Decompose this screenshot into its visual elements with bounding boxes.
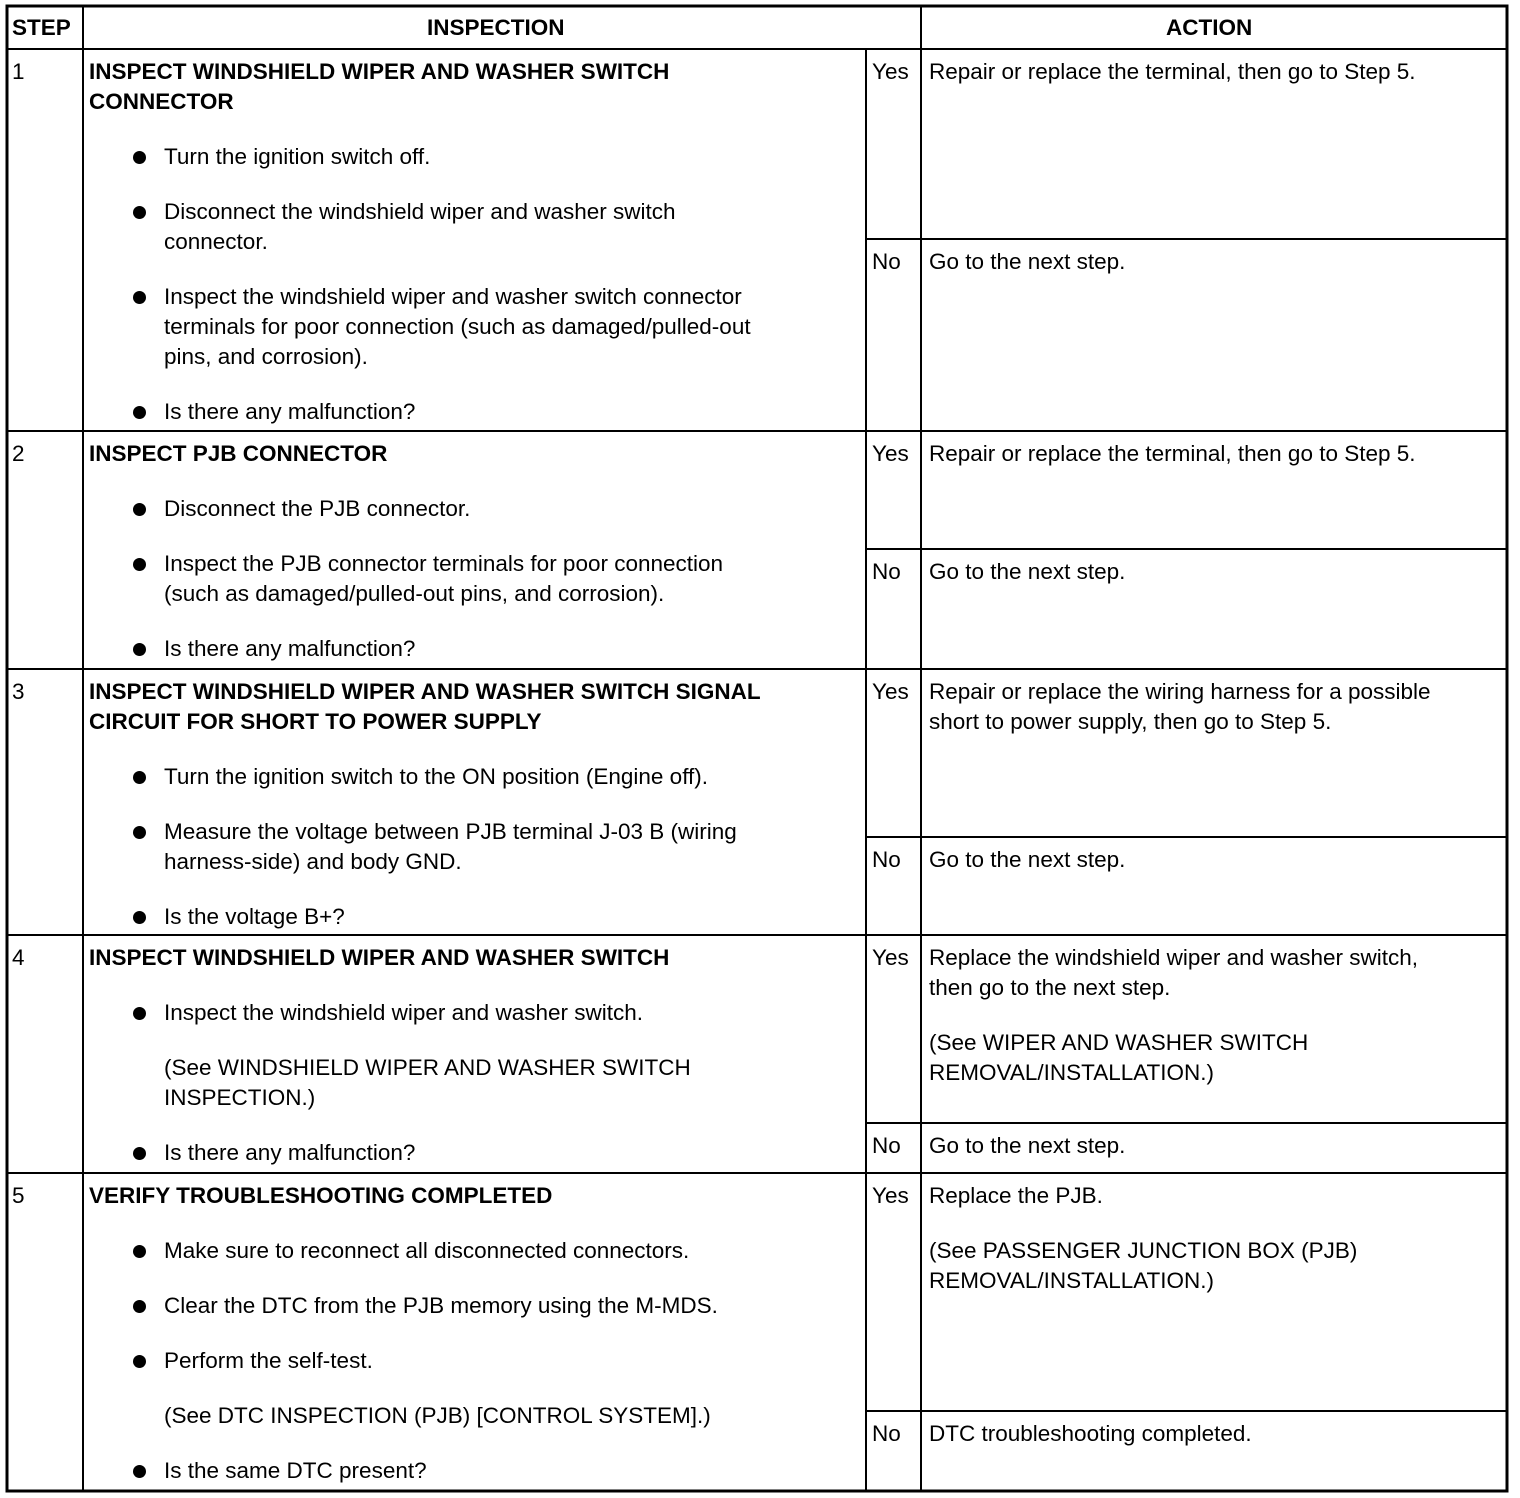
bullet-text: Make sure to reconnect all disconnected connectors. (164, 1238, 690, 1263)
bullet-text: Turn the ignition switch to the ON position (Engine off). (164, 764, 709, 789)
yes-label: Yes (872, 59, 909, 84)
bullet-icon (133, 1465, 146, 1478)
bullet-text: Perform the self-test. (164, 1348, 373, 1373)
bullet-text: Is there any malfunction? (164, 636, 416, 661)
step-number: 5 (12, 1183, 25, 1208)
action-text: Repair or replace the wiring harness for a possible (929, 679, 1431, 704)
bullet-icon (133, 1245, 146, 1258)
bullet-icon (133, 291, 146, 304)
action-text: REMOVAL/INSTALLATION.) (929, 1268, 1215, 1293)
step-number: 4 (12, 945, 25, 970)
step-number: 1 (12, 59, 25, 84)
step-title: VERIFY TROUBLESHOOTING COMPLETED (89, 1183, 553, 1208)
reference-note: (See WINDSHIELD WIPER AND WASHER SWITCH (164, 1055, 691, 1080)
action-text: Repair or replace the terminal, then go to Step 5. (929, 441, 1416, 466)
action-text: then go to the next step. (929, 975, 1171, 1000)
action-text: Go to the next step. (929, 847, 1126, 872)
bullet-icon (133, 643, 146, 656)
step-title: INSPECT WINDSHIELD WIPER AND WASHER SWITCH SIGNAL (89, 679, 761, 704)
step-title: INSPECT WINDSHIELD WIPER AND WASHER SWITCH (89, 945, 670, 970)
yes-label: Yes (872, 679, 909, 704)
bullet-text: Disconnect the PJB connector. (164, 496, 471, 521)
bullet-text: Turn the ignition switch off. (164, 144, 431, 169)
bullet-text: Inspect the PJB connector terminals for poor connection (164, 551, 724, 576)
action-text: Go to the next step. (929, 249, 1126, 274)
bullet-icon (133, 1355, 146, 1368)
no-label: No (872, 1133, 901, 1158)
action-text: Go to the next step. (929, 559, 1126, 584)
bullet-icon (133, 911, 146, 924)
bullet-icon (133, 826, 146, 839)
bullet-icon (133, 406, 146, 419)
action-text: Repair or replace the terminal, then go to Step 5. (929, 59, 1416, 84)
bullet-text: Is the same DTC present? (164, 1458, 427, 1483)
bullet-text: Clear the DTC from the PJB memory using the M-MDS. (164, 1293, 718, 1318)
step-title: INSPECT PJB CONNECTOR (89, 441, 388, 466)
bullet-text: Is there any malfunction? (164, 1140, 416, 1165)
bullet-text: terminals for poor connection (such as damaged/pulled-out (164, 314, 751, 339)
bullet-icon (133, 1007, 146, 1020)
bullet-icon (133, 1147, 146, 1160)
bullet-icon (133, 771, 146, 784)
bullet-text: Inspect the windshield wiper and washer switch. (164, 1000, 643, 1025)
bullet-text: pins, and corrosion). (164, 344, 368, 369)
no-label: No (872, 847, 901, 872)
action-text: Go to the next step. (929, 1133, 1126, 1158)
header-action: ACTION (1166, 15, 1253, 40)
action-text: REMOVAL/INSTALLATION.) (929, 1060, 1215, 1085)
bullet-text: Is the voltage B+? (164, 904, 345, 929)
action-text: short to power supply, then go to Step 5. (929, 709, 1332, 734)
header-step: STEP (12, 15, 71, 40)
action-text: DTC troubleshooting completed. (929, 1421, 1252, 1446)
action-text: Replace the windshield wiper and washer switch, (929, 945, 1419, 970)
step-title: INSPECT WINDSHIELD WIPER AND WASHER SWITCH (89, 59, 670, 84)
bullet-icon (133, 151, 146, 164)
step-number: 2 (12, 441, 25, 466)
yes-label: Yes (872, 441, 909, 466)
step-title: CIRCUIT FOR SHORT TO POWER SUPPLY (89, 709, 542, 734)
step-title: CONNECTOR (89, 89, 234, 114)
bullet-text: Is there any malfunction? (164, 399, 416, 424)
bullet-text: harness-side) and body GND. (164, 849, 462, 874)
bullet-icon (133, 503, 146, 516)
action-text: Replace the PJB. (929, 1183, 1103, 1208)
step-number: 3 (12, 679, 25, 704)
bullet-icon (133, 1300, 146, 1313)
bullet-text: (such as damaged/pulled-out pins, and corrosion). (164, 581, 665, 606)
yes-label: Yes (872, 945, 909, 970)
action-text: (See PASSENGER JUNCTION BOX (PJB) (929, 1238, 1358, 1263)
bullet-icon (133, 558, 146, 571)
no-label: No (872, 249, 901, 274)
action-text: (See WIPER AND WASHER SWITCH (929, 1030, 1309, 1055)
bullet-icon (133, 206, 146, 219)
reference-note: (See DTC INSPECTION (PJB) [CONTROL SYSTEM].) (164, 1403, 711, 1428)
yes-label: Yes (872, 1183, 909, 1208)
reference-note: INSPECTION.) (164, 1085, 316, 1110)
bullet-text: Disconnect the windshield wiper and washer switch (164, 199, 676, 224)
header-inspection: INSPECTION (427, 15, 565, 40)
bullet-text: Inspect the windshield wiper and washer switch connector (164, 284, 742, 309)
bullet-text: Measure the voltage between PJB terminal J-03 B (wiring (164, 819, 737, 844)
no-label: No (872, 1421, 901, 1446)
bullet-text: connector. (164, 229, 268, 254)
no-label: No (872, 559, 901, 584)
